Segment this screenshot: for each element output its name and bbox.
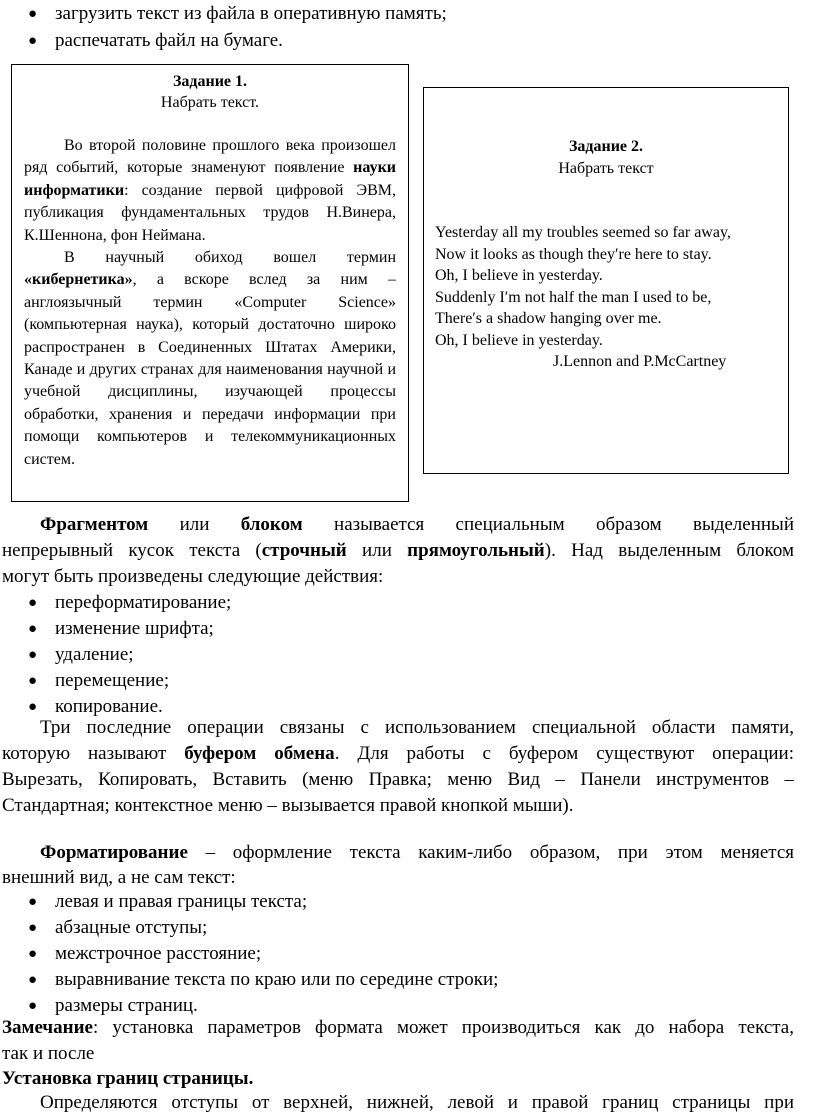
format-line: внешний вид, а не сам текст: bbox=[2, 867, 236, 888]
term: блоком bbox=[240, 514, 303, 535]
list-item bbox=[0, 943, 816, 969]
buffer-line: Вырезать, Копировать, Вставить (меню Правка; меню Вид – Панели инструментов – bbox=[2, 769, 794, 790]
term: прямоугольный bbox=[407, 540, 545, 561]
list-item-text: изменение шрифта; bbox=[55, 618, 214, 639]
note-line bbox=[2, 1017, 794, 1039]
text: : установка параметров формата может производиться как до набора текста, bbox=[92, 1017, 794, 1038]
term: буфером обмена bbox=[184, 743, 335, 764]
text: или bbox=[346, 540, 408, 561]
buffer-line: Стандартная; контекстное меню – вызывается правой кнопкой мыши). bbox=[2, 795, 574, 816]
task1-subtitle: Набрать текст. bbox=[160, 94, 260, 111]
lyrics-line: Now it looks as though they′re here to stay. bbox=[435, 245, 712, 263]
task1-text: , а вскоре вслед за ним – англоязычный термин «Computer Science» (компьютерная наука), который достаточно широко распространен в Соединенных Штатах Америки, Канаде и других странах для наименования научной и учебной дисциплины, изучающей процессы обработки, хранения и передачи информации при помощи компьютеров и телекоммуникационных систем. bbox=[24, 271, 396, 468]
bullet-icon: ● bbox=[28, 920, 38, 936]
task1-text: В научный обиход вошел термин bbox=[64, 249, 396, 267]
task2-title: Задание 2. bbox=[568, 138, 644, 155]
fragment-line bbox=[2, 514, 794, 536]
term: Форматирование bbox=[40, 842, 188, 863]
format-line bbox=[2, 842, 794, 864]
list-item-text: абзацные отступы; bbox=[55, 917, 208, 938]
list-item-text: выравнивание текста по краю или по середине строки; bbox=[55, 969, 499, 990]
list-item bbox=[0, 670, 816, 696]
text: или bbox=[148, 514, 241, 535]
lyrics-line: Oh, I believe in yesterday. bbox=[435, 331, 603, 349]
text: называется специальным образом выделенный bbox=[302, 514, 794, 535]
bullet-icon: ● bbox=[28, 972, 38, 988]
text: непрерывный кусок текста ( bbox=[2, 540, 262, 561]
bullet-icon: ● bbox=[28, 894, 38, 910]
lyrics-author: J.Lennon and P.McCartney bbox=[553, 353, 727, 370]
bullet-icon: ● bbox=[28, 647, 38, 663]
buffer-line bbox=[2, 743, 794, 765]
list-item bbox=[0, 3, 816, 29]
fragment-line: могут быть произведены следующие действия: bbox=[2, 566, 384, 587]
bullet-icon: ● bbox=[28, 998, 38, 1014]
list-item-text: межстрочное расстояние; bbox=[55, 943, 262, 964]
list-item-text: перемещение; bbox=[55, 670, 170, 691]
text: ). Над выделенным блоком bbox=[544, 540, 794, 561]
list-item bbox=[0, 969, 816, 995]
bullet-icon: ● bbox=[28, 595, 38, 611]
task1-term: «кибернетика» bbox=[24, 271, 133, 289]
task1-text: Во второй половине прошлого века произошел ряд событий, которые знаменуют появление bbox=[24, 137, 396, 177]
list-item bbox=[0, 618, 816, 644]
paragraph-line: Определяются отступы от верхней, нижней, левой и правой границ страницы при bbox=[40, 1092, 794, 1113]
lyrics-line: Yesterday all my troubles seemed so far away, bbox=[435, 224, 731, 241]
lyrics-line: Suddenly I′m not half the man I used to be, bbox=[435, 288, 712, 306]
text: – оформление текста каким-либо образом, при этом меняется bbox=[187, 842, 794, 863]
list-item-text: распечатать файл на бумаге. bbox=[55, 30, 283, 51]
lyrics-line: There′s a shadow hanging over me. bbox=[435, 310, 662, 327]
list-item bbox=[0, 644, 816, 670]
text: которую называют bbox=[2, 743, 185, 764]
list-item-text: левая и правая границы текста; bbox=[55, 891, 308, 912]
task1-text: : создание первой цифровой ЭВМ, публикация фундаментальных трудов Н.Винера, К.Шеннона, фон Неймана. bbox=[24, 181, 396, 244]
section-heading: Установка границ страницы. bbox=[2, 1068, 254, 1089]
list-item bbox=[0, 592, 816, 618]
bullet-icon: ● bbox=[28, 621, 38, 637]
list-item-text: удаление; bbox=[55, 644, 134, 665]
fragment-line bbox=[2, 540, 794, 562]
buffer-line: Три последние операции связаны с использованием специальной области памяти, bbox=[40, 717, 794, 738]
list-item bbox=[0, 30, 816, 56]
task2-subtitle: Набрать текст bbox=[558, 160, 654, 177]
bullet-icon: ● bbox=[28, 33, 38, 49]
bullet-icon: ● bbox=[28, 699, 38, 715]
list-item-text: копирование. bbox=[55, 696, 163, 717]
task1-paragraph bbox=[24, 135, 396, 471]
task1-title: Задание 1. bbox=[172, 73, 248, 90]
bullet-icon: ● bbox=[28, 6, 38, 22]
note-line: так и после bbox=[2, 1043, 95, 1064]
list-item bbox=[0, 891, 816, 917]
term: Фрагментом bbox=[40, 514, 149, 535]
term: Замечание bbox=[2, 1017, 93, 1038]
text: . Для работы с буфером существуют операции: bbox=[334, 743, 794, 764]
bullet-icon: ● bbox=[28, 673, 38, 689]
list-item bbox=[0, 917, 816, 943]
task1-term: науки информатики bbox=[24, 159, 396, 199]
list-item-text: загрузить текст из файла в оперативную память; bbox=[55, 3, 447, 24]
lyrics-line: Oh, I believe in yesterday. bbox=[435, 267, 603, 284]
lyrics bbox=[435, 222, 731, 373]
bullet-icon: ● bbox=[28, 946, 38, 962]
list-item-text: переформатирование; bbox=[55, 592, 232, 613]
list-item-text: размеры страниц. bbox=[55, 995, 198, 1016]
term: строчный bbox=[261, 540, 347, 561]
